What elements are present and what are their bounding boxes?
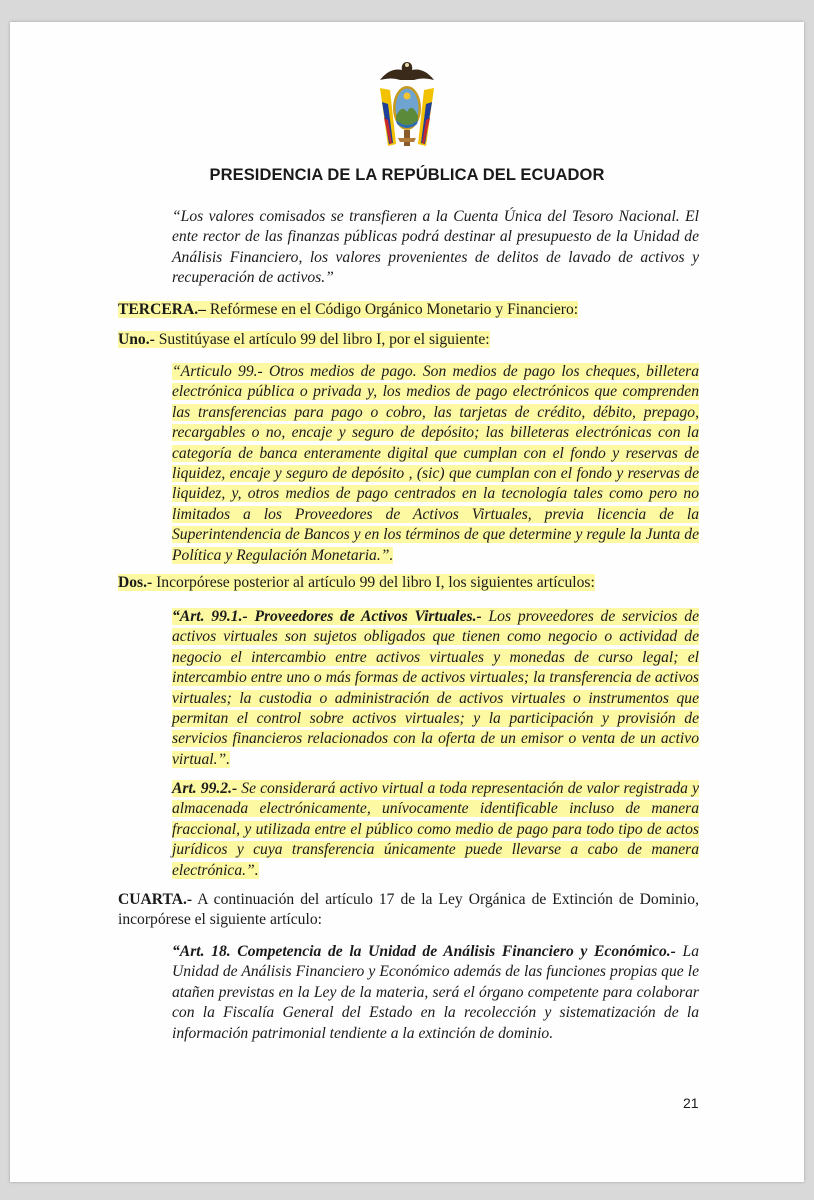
page-number: 21 xyxy=(683,1095,699,1111)
article-99-2-title: Art. 99.2.- xyxy=(172,780,238,797)
article-99-2-paragraph xyxy=(172,779,699,881)
tercera-text: Refórmese en el Código Orgánico Monetario y Financiero: xyxy=(205,301,579,318)
cuarta-text: A continuación del artículo 17 de la Ley Orgánica de Extinción de Dominio, incorpórese el siguiente artículo: xyxy=(118,891,699,929)
article-18-title: “Art. 18. Competencia de la Unidad de Análisis Financiero y Económico.- xyxy=(172,943,676,960)
article-18-paragraph xyxy=(172,942,699,1044)
uno-text: Sustitúyase el artículo 99 del libro I, por el siguiente: xyxy=(154,331,490,348)
quoted-paragraph: “Los valores comisados se transfieren a la Cuenta Única del Tesoro Nacional. El ente rector de las finanzas públicas podrá destinar al presupuesto de la Unidad de Análisis Financiero, los valores provenientes de delitos de lavado de activos y recuperación de activos.” xyxy=(172,208,699,287)
dos-clause xyxy=(118,573,595,593)
article-99-1-title: “Art. 99.1.- Proveedores de Activos Virtuales.- xyxy=(172,608,482,625)
tercera-label: TERCERA.– xyxy=(118,301,206,318)
page-title: PRESIDENCIA DE LA REPÚBLICA DEL ECUADOR xyxy=(209,166,605,184)
cuarta-clause xyxy=(118,890,699,931)
uno-clause xyxy=(118,330,490,350)
article-99-1-paragraph xyxy=(172,607,699,770)
article-99-1-text: Los proveedores de servicios de activos virtuales son sujetos obligados que tienen como negocio o actividad de negocio el intercambio entre activos virtuales y monedas de curso legal; el intercambio entre uno o más formas de activos virtuales; la transferencia de activos virtuales; la custodia o administración de activos virtuales o instrumentos que permitan el control sobre activos virtuales; y la participación y provisión de servicios financieros relacionados con la oferta de un emisor o venta de un activo virtual.”. xyxy=(172,608,699,768)
tercera-clause xyxy=(118,300,578,320)
article-99-2-text: Se considerará activo virtual a toda representación de valor registrada y almacenada electrónicamente, unívocamente identificable incluso de manera fraccional, y utilizada entre el público como medio de pago para todo tipo de actos jurídicos y cuya transferencia únicamente puede llevarse a cabo de manera electrónica.”. xyxy=(172,780,699,879)
uno-label: Uno.- xyxy=(118,331,155,348)
ecuador-coat-of-arms-icon xyxy=(376,58,438,150)
article-18-text: La Unidad de Análisis Financiero y Económico además de las funciones propias que le atañen previstas en la Ley de la materia, será el órgano competente para colaborar con la Fiscalía General del Estado en la recolección y sistematización de la información patrimonial tendiente a la extinción de dominio. xyxy=(172,943,699,1042)
article-99-text: “Articulo 99.- Otros medios de pago. Son medios de pago los cheques, billetera electrónica pública o privada y, los medios de pago electrónicos que comprenden las transferencias para pago o cobro, las tarjetas de crédito, débito, prepago, recargables o no, encaje y seguro de depósito; las billeteras electrónicas con la categoría de banca enteramente digital que cumplan con el fondo y reservas de liquidez, encaje y seguro de depósito , (sic) que cumplan con el fondo y reservas de liquidez, y, otros medios de pago centrados en la tecnología tales como pero no limitados a los Proveedores de Activos Virtuales, previa licencia de la Superintendencia de Bancos y en los términos de que determine y regule la Junta de Política y Regulación Monetaria.”. xyxy=(172,363,699,564)
article-99-paragraph xyxy=(172,362,699,566)
dos-label: Dos.- xyxy=(118,574,153,591)
cuarta-label: CUARTA.- xyxy=(118,891,193,908)
dos-text: Incorpórese posterior al artículo 99 del libro I, los siguientes artículos: xyxy=(152,574,595,591)
